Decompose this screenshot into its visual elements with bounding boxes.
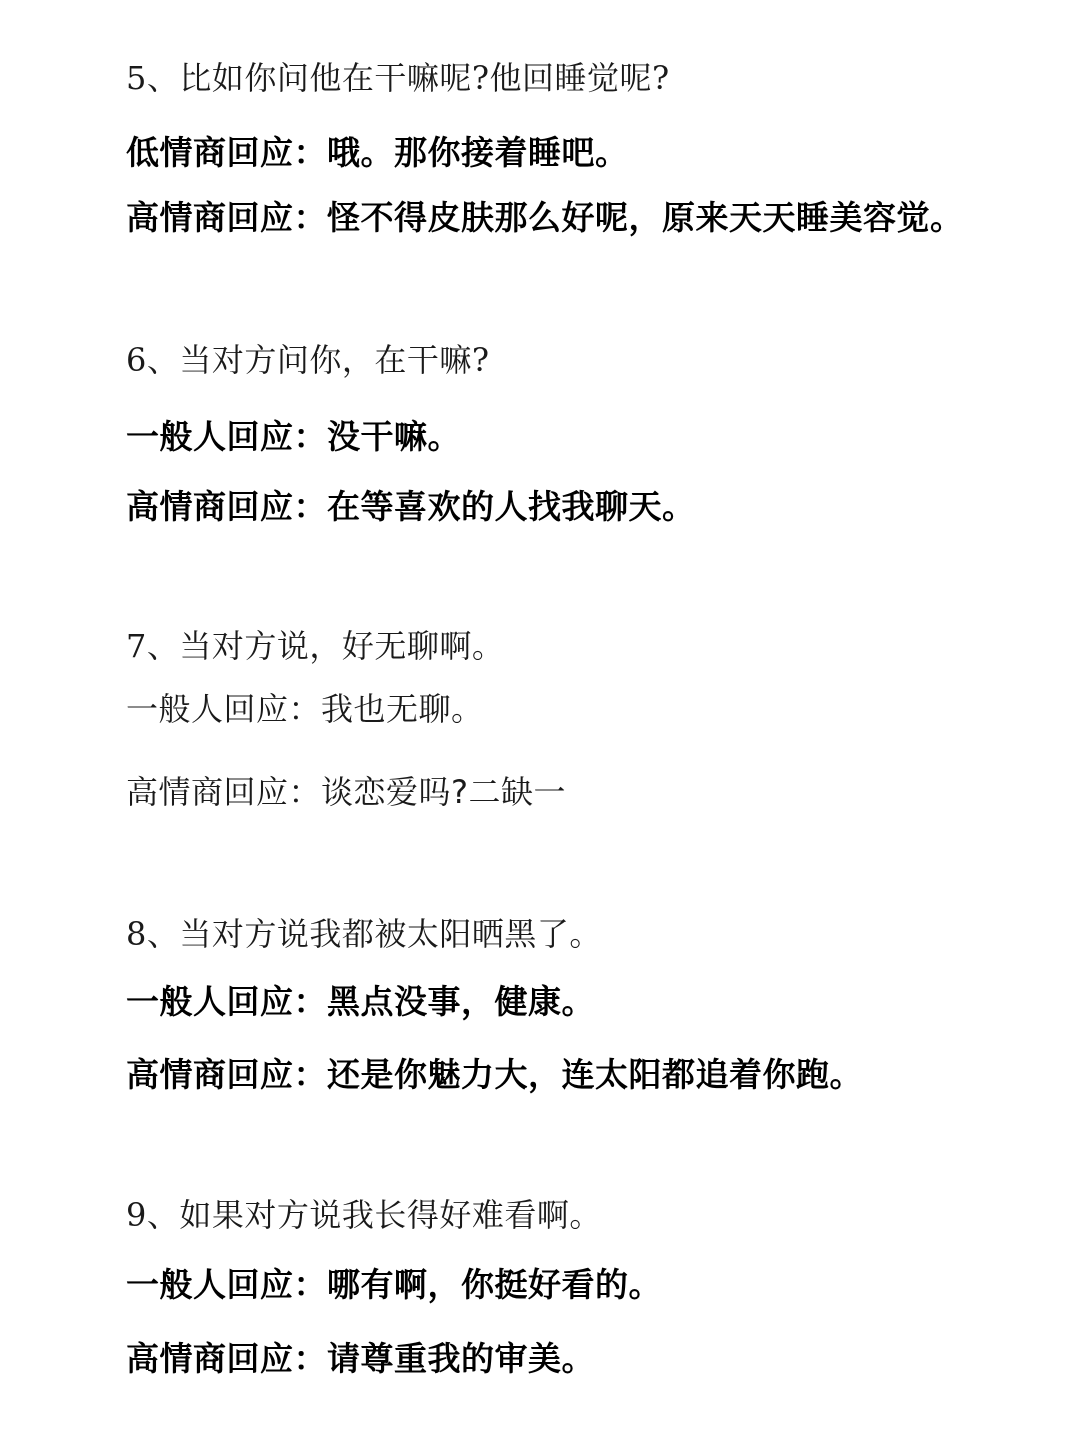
high-eq-reply-7: 高情商回应：谈恋爱吗?二缺一 [126,773,566,811]
high-eq-reply-8: 高情商回应：还是你魅力大，连太阳都追着你跑。 [126,1055,863,1094]
question-7: 7、当对方说，好无聊啊。 [126,627,505,665]
question-8: 8、当对方说我都被太阳晒黑了。 [126,915,602,953]
normal-reply-8: 一般人回应：黑点没事，健康。 [126,982,595,1021]
question-5: 5、比如你问他在干嘛呢?他回睡觉呢? [126,59,670,97]
high-eq-reply-9: 高情商回应：请尊重我的审美。 [126,1339,595,1378]
question-6: 6、当对方问你，在干嘛? [126,341,490,379]
low-eq-reply-5: 低情商回应：哦。那你接着睡吧。 [126,133,629,172]
high-eq-reply-6: 高情商回应：在等喜欢的人找我聊天。 [126,487,696,526]
normal-reply-7: 一般人回应：我也无聊。 [126,690,484,728]
normal-reply-9: 一般人回应：哪有啊，你挺好看的。 [126,1265,662,1304]
high-eq-reply-5: 高情商回应：怪不得皮肤那么好呢，原来天天睡美容觉。 [126,198,964,237]
normal-reply-6: 一般人回应：没干嘛。 [126,417,461,456]
question-9: 9、如果对方说我长得好难看啊。 [126,1196,602,1234]
